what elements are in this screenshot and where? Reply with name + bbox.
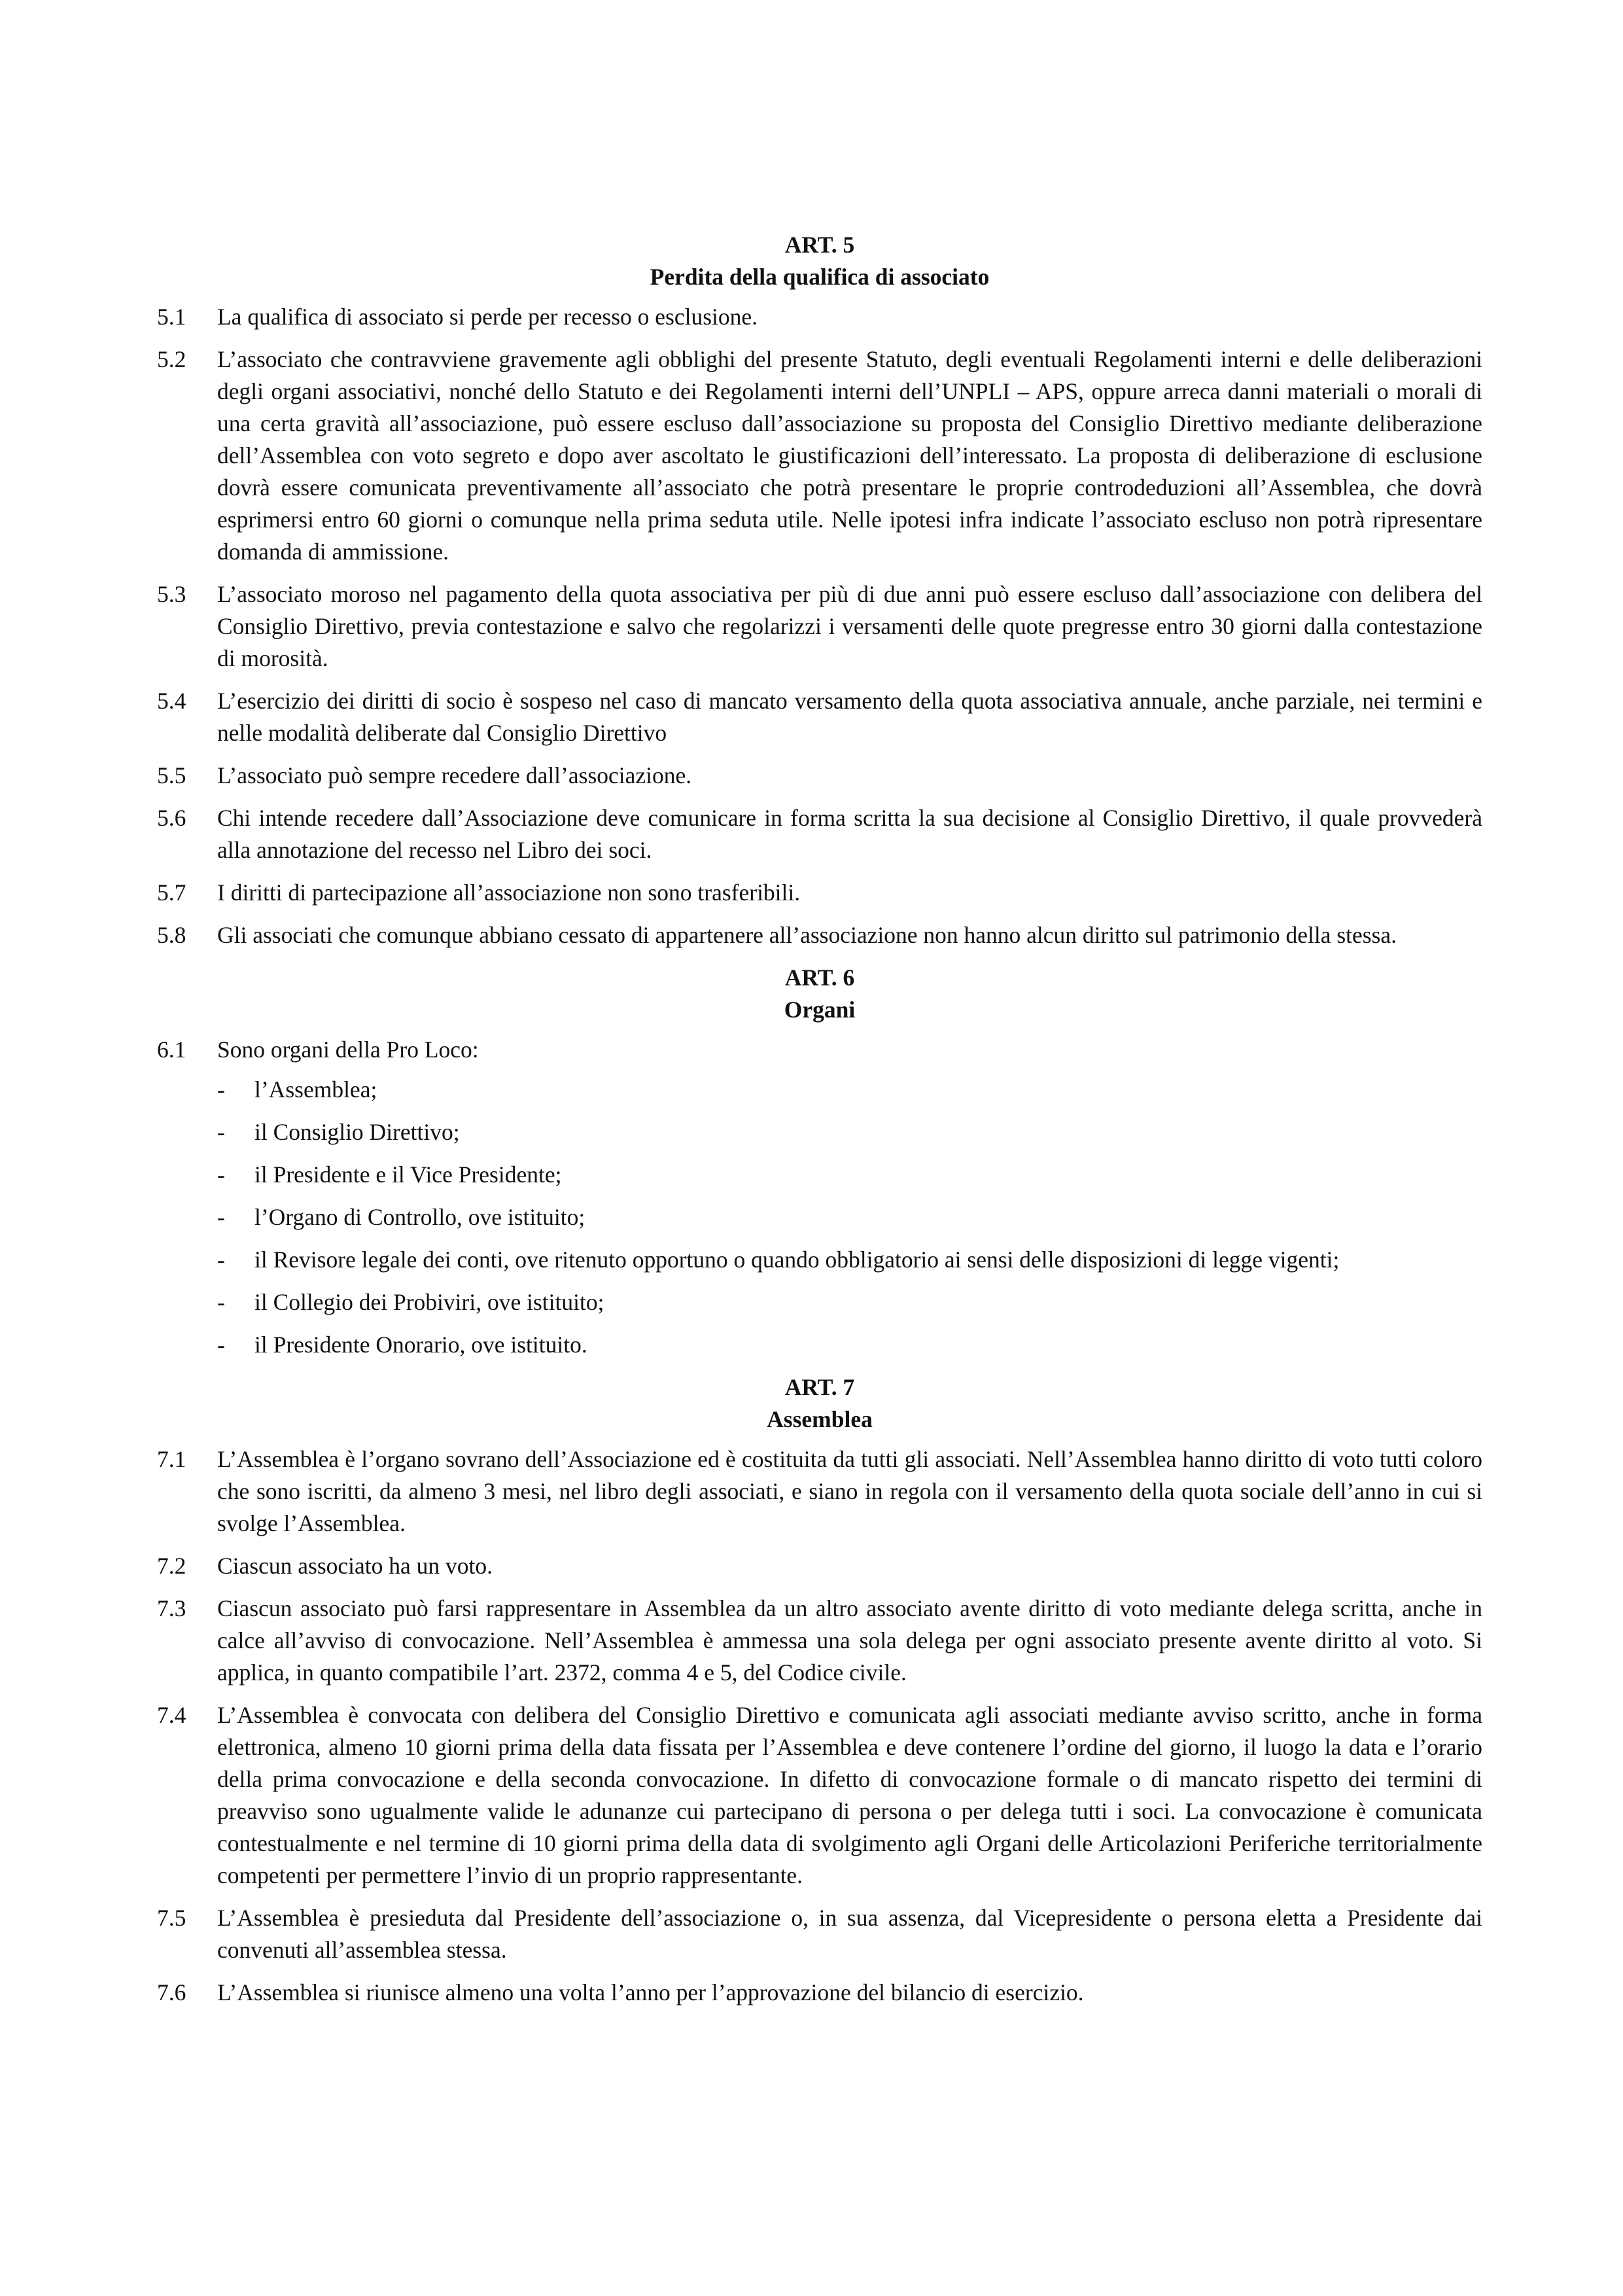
clause-number: 7.3 <box>157 1595 186 1621</box>
clause-text: Ciascun associato può farsi rappresentare in Assemblea da un altro associato avente diritto di voto mediante delega scritta, anche in calce all’avviso di convocazione. Nell’Assemblea è ammessa una sola delega per ogni associato presente avente diritto al voto. Si applica, in quanto compatibile l’art. 2372, comma 4 e 5, del Codice civile. <box>217 1595 1482 1686</box>
dash-bullet: - <box>217 1076 225 1103</box>
clause-number: 5.3 <box>157 581 186 607</box>
dash-bullet: - <box>217 1161 225 1188</box>
clause-5-6 <box>157 802 1482 866</box>
list-item-text: il Consiglio Direttivo; <box>254 1119 460 1145</box>
article-title: ART. 7 <box>784 1374 855 1400</box>
clause-text: Sono organi della Pro Loco: <box>217 1036 479 1063</box>
article-subtitle: Assemblea <box>767 1406 873 1432</box>
list-item-text: il Revisore legale dei conti, ove ritenuto opportuno o quando obbligatorio ai sensi delle disposizioni di legge vigenti; <box>254 1246 1340 1273</box>
clause-5-2 <box>157 344 1482 568</box>
article-subtitle: Organi <box>784 997 856 1023</box>
clause-number: 5.5 <box>157 762 186 788</box>
list-item <box>217 1159 1482 1191</box>
clause-7-6 <box>157 1977 1482 2009</box>
dash-bullet: - <box>217 1119 225 1145</box>
clause-number: 5.6 <box>157 805 186 831</box>
clause-number: 7.2 <box>157 1553 186 1579</box>
clause-7-2 <box>157 1550 1482 1582</box>
clause-number: 5.7 <box>157 879 186 906</box>
clause-text: Chi intende recedere dall’Associazione deve comunicare in forma scritta la sua decisione al Consiglio Direttivo, il quale provvederà alla annotazione del recesso nel Libro dei soci. <box>217 805 1482 863</box>
article-7 <box>157 1371 1482 2009</box>
clause-7-4 <box>157 1699 1482 1892</box>
list-item-text: il Presidente e il Vice Presidente; <box>254 1161 562 1188</box>
clause-text: I diritti di partecipazione all’associazione non sono trasferibili. <box>217 879 801 906</box>
clause-text: L’Assemblea è convocata con delibera del Consiglio Direttivo e comunicata agli associati mediante avviso scritto, anche in forma elettronica, almeno 10 giorni prima della data fissata per l’Assemblea e deve contenere l’ordine del giorno, il luogo la data e l’orario della prima convocazione e della seconda convocazione. In difetto di convocazione formale o di mancato rispetto dei termini di preavviso sono ugualmente valide le adunanze cui partecipano di persona o per delega tutti i soci. La convocazione è comunicata contestualmente e nel termine di 10 giorni prima della data di svolgimento agli Organi delle Articolazioni Periferiche territorialmente competenti per permettere l’invio di un proprio rappresentante. <box>217 1702 1482 1888</box>
article-title: ART. 5 <box>784 232 855 258</box>
list-item <box>217 1201 1482 1233</box>
clause-5-4 <box>157 685 1482 749</box>
clause-text: L’associato può sempre recedere dall’associazione. <box>217 762 692 788</box>
list-item <box>217 1286 1482 1318</box>
clause-number: 7.4 <box>157 1702 186 1728</box>
clause-number: 7.1 <box>157 1446 186 1472</box>
clause-5-1 <box>157 301 1482 333</box>
list-item <box>217 1329 1482 1361</box>
clause-5-5 <box>157 760 1482 792</box>
dash-bullet: - <box>217 1204 225 1230</box>
article-title: ART. 6 <box>784 964 855 991</box>
clause-text: L’esercizio dei diritti di socio è sospeso nel caso di mancato versamento della quota associativa annuale, anche parziale, nei termini e nelle modalità deliberate dal Consiglio Direttivo <box>217 688 1482 746</box>
clause-5-7 <box>157 877 1482 909</box>
list-item-text: il Presidente Onorario, ove istituito. <box>254 1332 587 1358</box>
clause-6-1 <box>157 1034 1482 1066</box>
clause-number: 5.4 <box>157 688 186 714</box>
list-item <box>217 1074 1482 1106</box>
clause-text: Gli associati che comunque abbiano cessato di appartenere all’associazione non hanno alcun diritto sul patrimonio della stessa. <box>217 922 1397 948</box>
list-item <box>217 1116 1482 1148</box>
list-item-text: l’Assemblea; <box>254 1076 377 1103</box>
list-item <box>217 1244 1482 1276</box>
clause-7-5 <box>157 1902 1482 1966</box>
clause-text: L’Assemblea è l’organo sovrano dell’Associazione ed è costituita da tutti gli associati. Nell’Assemblea hanno diritto di voto tutti coloro che sono iscritti, da almeno 3 mesi, nel libro degli associati, e siano in regola con il versamento della quota sociale dell’anno in cui si svolge l’Assemblea. <box>217 1446 1482 1536</box>
clause-text: Ciascun associato ha un voto. <box>217 1553 493 1579</box>
dash-bullet: - <box>217 1289 225 1315</box>
clause-text: L’associato moroso nel pagamento della quota associativa per più di due anni può essere escluso dall’associazione con delibera del Consiglio Direttivo, previa contestazione e salvo che regolarizzi i versamenti delle quote pregresse entro 30 giorni dalla contestazione di morosità. <box>217 581 1482 671</box>
article-5 <box>157 229 1482 951</box>
list-item-text: l’Organo di Controllo, ove istituito; <box>254 1204 585 1230</box>
clause-5-8 <box>157 919 1482 951</box>
article-subtitle: Perdita della qualifica di associato <box>650 264 990 290</box>
dash-bullet: - <box>217 1246 225 1273</box>
dash-bullet: - <box>217 1332 225 1358</box>
article-6 <box>157 962 1482 1361</box>
clause-text: L’Assemblea è presieduta dal Presidente dell’associazione o, in sua assenza, dal Vicepresidente o persona eletta a Presidente dai convenuti all’assemblea stessa. <box>217 1905 1482 1963</box>
clause-7-3 <box>157 1593 1482 1689</box>
clause-text: L’Assemblea si riunisce almeno una volta l’anno per l’approvazione del bilancio di esercizio. <box>217 1979 1084 2005</box>
clause-7-1 <box>157 1443 1482 1540</box>
clause-number: 6.1 <box>157 1036 186 1063</box>
clause-5-3 <box>157 578 1482 675</box>
clause-text: La qualifica di associato si perde per recesso o esclusione. <box>217 304 758 330</box>
clause-number: 7.6 <box>157 1979 186 2005</box>
clause-number: 5.1 <box>157 304 186 330</box>
clause-number: 5.8 <box>157 922 186 948</box>
clause-text: L’associato che contravviene gravemente agli obblighi del presente Statuto, degli eventuali Regolamenti interni e delle deliberazioni degli organi associativi, nonché dello Statuto e dei Regolamenti interni dell’UNPLI – APS, oppure arreca danni materiali o morali di una certa gravità all’associazione, può essere escluso dall’associazione su proposta del Consiglio Direttivo mediante deliberazione dell’Assemblea con voto segreto e dopo aver ascoltato le giustificazioni dell’interessato. La proposta di deliberazione di esclusione dovrà essere comunicata preventivamente all’associato che potrà presentare le proprie controdeduzioni all’Assemblea, che dovrà esprimersi entro 60 giorni o comunque nella prima seduta utile. Nelle ipotesi infra indicate l’associato escluso non potrà ripresentare domanda di ammissione. <box>217 346 1482 565</box>
clause-number: 5.2 <box>157 346 186 372</box>
clause-number: 7.5 <box>157 1905 186 1931</box>
list-item-text: il Collegio dei Probiviri, ove istituito; <box>254 1289 604 1315</box>
